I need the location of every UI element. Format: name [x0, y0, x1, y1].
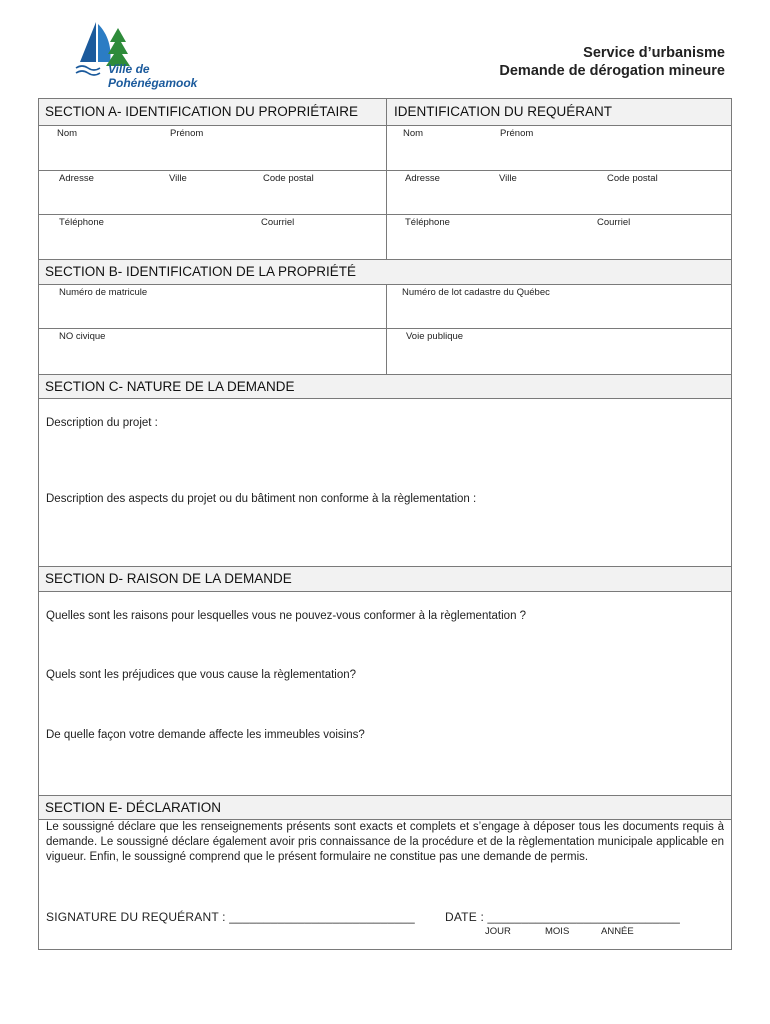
voie-publique-label: Voie publique	[406, 331, 464, 342]
date-field[interactable]: DATE : ____________________________	[445, 910, 680, 924]
applicant-ville-label: Ville	[499, 173, 517, 184]
civique-label: NO civique	[59, 331, 106, 342]
section-a-title: SECTION A- IDENTIFICATION DU PROPRIÉTAIRE	[45, 104, 359, 119]
applicant-code-postal-label: Code postal	[607, 173, 658, 184]
owner-nom-label: Nom	[57, 128, 78, 139]
applicant-adresse-label: Adresse	[405, 173, 440, 184]
owner-telephone-label: Téléphone	[59, 217, 104, 228]
applicant-nom-label: Nom	[403, 128, 424, 139]
annee-label: ANNÉE	[601, 926, 634, 937]
section-a-right-title: IDENTIFICATION DU REQUÉRANT	[394, 104, 613, 119]
section-b-header	[39, 260, 731, 285]
owner-address-row[interactable]	[39, 171, 731, 215]
jour-label: JOUR	[485, 926, 511, 937]
section-d-body[interactable]	[39, 592, 731, 796]
logo-text-name: Pohénégamook	[108, 76, 198, 90]
reasons-question: Quelles sont les raisons pour lesquelles vous ne pouvez-vous conformer à la règlementation ?	[46, 610, 527, 622]
applicant-prenom-label: Prénom	[500, 128, 534, 139]
lot-label: Numéro de lot cadastre du Québec	[402, 287, 550, 298]
declaration-text: Le soussigné déclare que les renseignements présents sont exacts et complets et s’engage à déposer tous les documents requis à demande. Le soussigné déclare également avoir pris connaissance de la procédure et de la règlementation municipale applicable en vigueur. Enfin, le soussigné comprend que le présent formulaire ne constitue pas une demande de permis.	[46, 821, 724, 863]
logo-text-ville: Ville de	[108, 62, 150, 76]
owner-courriel-label: Courriel	[261, 217, 295, 228]
section-a-header	[39, 99, 731, 126]
section-c-title: SECTION C- NATURE DE LA DEMANDE	[45, 379, 295, 394]
applicant-courriel-label: Courriel	[597, 217, 631, 228]
signature-field[interactable]: SIGNATURE DU REQUÉRANT : ___________________________	[46, 910, 415, 924]
neighbours-question: De quelle façon votre demande affecte les immeubles voisins?	[46, 729, 365, 741]
form-title: Demande de dérogation mineure	[499, 63, 725, 79]
owner-name-row[interactable]	[39, 126, 731, 171]
section-e-body	[39, 820, 731, 949]
section-d-title: SECTION D- RAISON DE LA DEMANDE	[45, 571, 292, 586]
project-description-label: Description du projet :	[46, 417, 158, 429]
section-b-title: SECTION B- IDENTIFICATION DE LA PROPRIÉTÉ	[45, 264, 357, 279]
matricule-label: Numéro de matricule	[59, 287, 148, 298]
section-c-header	[39, 375, 731, 399]
non-conformity-label: Description des aspects du projet ou du bâtiment non conforme à la règlementation :	[46, 493, 477, 505]
section-c-body[interactable]	[39, 399, 731, 567]
owner-prenom-label: Prénom	[170, 128, 204, 139]
service-title: Service d’urbanisme	[583, 45, 725, 61]
owner-adresse-label: Adresse	[59, 173, 94, 184]
section-e-title: SECTION E- DÉCLARATION	[45, 800, 222, 815]
owner-ville-label: Ville	[169, 173, 187, 184]
request-form	[38, 98, 732, 950]
section-d-header	[39, 567, 731, 592]
mois-label: MOIS	[545, 926, 570, 937]
owner-code-postal-label: Code postal	[263, 173, 314, 184]
section-e-header	[39, 796, 731, 820]
prejudice-question: Quels sont les préjudices que vous cause la règlementation?	[46, 669, 357, 681]
property-matricule-row[interactable]	[39, 285, 731, 329]
document-header	[499, 44, 725, 80]
property-address-row[interactable]	[39, 329, 731, 375]
owner-contact-row[interactable]	[39, 215, 731, 260]
applicant-telephone-label: Téléphone	[405, 217, 450, 228]
